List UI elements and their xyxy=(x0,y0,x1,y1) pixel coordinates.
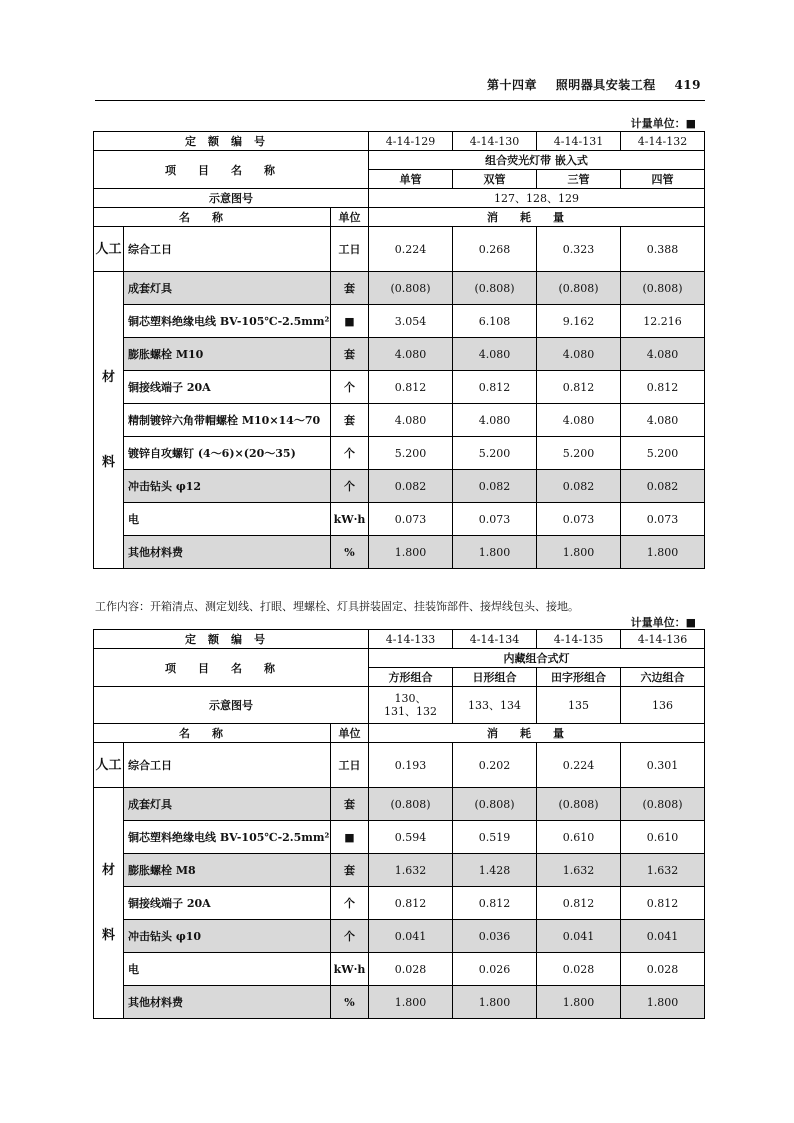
material-unit: % xyxy=(331,986,369,1019)
group-name: 组合荧光灯带 嵌入式 xyxy=(369,151,705,170)
quota-table-2 xyxy=(93,629,705,1019)
material-value: (0.808) xyxy=(453,788,537,821)
labor-unit: 工日 xyxy=(331,227,369,272)
material-value: 0.041 xyxy=(537,920,621,953)
diagram-value: 130、131、132 xyxy=(369,687,453,724)
material-value: 4.080 xyxy=(453,338,537,371)
diagram-values: 127、128、129 xyxy=(369,189,705,208)
material-value: 9.162 xyxy=(537,305,621,338)
material-name: 铜芯塑料绝缘电线 BV-105℃-2.5mm² xyxy=(124,821,331,854)
material-name: 冲击钻头 φ12 xyxy=(124,470,331,503)
type-cell: 六边组合 xyxy=(621,668,705,687)
material-name: 成套灯具 xyxy=(124,272,331,305)
material-value: 5.200 xyxy=(453,437,537,470)
unit-note-1: 计量单位：■ xyxy=(630,117,696,130)
material-value: 0.028 xyxy=(537,953,621,986)
material-value: (0.808) xyxy=(621,272,705,305)
material-unit: 个 xyxy=(331,470,369,503)
material-value: 0.812 xyxy=(369,887,453,920)
material-unit: kW·h xyxy=(331,503,369,536)
page-number: 419 xyxy=(674,78,701,92)
material-value: 1.428 xyxy=(453,854,537,887)
unit-header: 单位 xyxy=(331,208,369,227)
work-content-label: 工作内容： xyxy=(95,600,150,613)
material-unit: 套 xyxy=(331,854,369,887)
labor-category: 人工 xyxy=(94,227,124,272)
work-content xyxy=(95,600,615,613)
material-value: (0.808) xyxy=(453,272,537,305)
material-value: 0.082 xyxy=(453,470,537,503)
material-category: 材 料 xyxy=(94,788,124,1019)
type-cell: 双管 xyxy=(453,170,537,189)
material-unit: kW·h xyxy=(331,953,369,986)
labor-name: 综合工日 xyxy=(124,743,331,788)
material-value: 0.073 xyxy=(369,503,453,536)
material-unit: 套 xyxy=(331,788,369,821)
material-value: 1.632 xyxy=(621,854,705,887)
item-name-label: 项目名称 xyxy=(94,649,369,687)
material-value: 4.080 xyxy=(537,338,621,371)
material-name: 精制镀锌六角带帽螺栓 M10×14～70 xyxy=(124,404,331,437)
group-name: 内藏组合式灯 xyxy=(369,649,705,668)
material-unit: 套 xyxy=(331,338,369,371)
material-value: 1.800 xyxy=(621,536,705,569)
material-value: 0.028 xyxy=(369,953,453,986)
diagram-label: 示意图号 xyxy=(94,189,369,208)
material-value: 1.800 xyxy=(537,536,621,569)
material-value: 0.812 xyxy=(537,887,621,920)
material-value: 0.812 xyxy=(621,371,705,404)
material-value: 0.812 xyxy=(369,371,453,404)
consumption-header: 消耗量 xyxy=(369,724,705,743)
material-name: 铜接线端子 20A xyxy=(124,887,331,920)
material-value: 4.080 xyxy=(621,404,705,437)
type-cell: 四管 xyxy=(621,170,705,189)
material-value: 0.594 xyxy=(369,821,453,854)
diagram-value: 136 xyxy=(621,687,705,724)
code-cell: 4-14-132 xyxy=(621,132,705,151)
code-cell: 4-14-129 xyxy=(369,132,453,151)
labor-name: 综合工日 xyxy=(124,227,331,272)
material-value: 0.812 xyxy=(621,887,705,920)
material-value: 0.036 xyxy=(453,920,537,953)
labor-value: 0.224 xyxy=(537,743,621,788)
material-value: 0.041 xyxy=(369,920,453,953)
material-value: 1.800 xyxy=(369,986,453,1019)
material-unit: 个 xyxy=(331,371,369,404)
labor-value: 0.301 xyxy=(621,743,705,788)
material-name: 其他材料费 xyxy=(124,536,331,569)
material-name: 铜接线端子 20A xyxy=(124,371,331,404)
material-unit: ■ xyxy=(331,821,369,854)
material-value: 1.800 xyxy=(453,986,537,1019)
page-header xyxy=(95,72,705,101)
material-value: (0.808) xyxy=(369,788,453,821)
material-value: 4.080 xyxy=(369,338,453,371)
labor-value: 0.202 xyxy=(453,743,537,788)
material-name: 成套灯具 xyxy=(124,788,331,821)
material-name: 冲击钻头 φ10 xyxy=(124,920,331,953)
material-value: 0.519 xyxy=(453,821,537,854)
material-value: 6.108 xyxy=(453,305,537,338)
material-value: 0.073 xyxy=(453,503,537,536)
labor-unit: 工日 xyxy=(331,743,369,788)
type-cell: 日形组合 xyxy=(453,668,537,687)
code-cell: 4-14-135 xyxy=(537,630,621,649)
material-value: 0.082 xyxy=(369,470,453,503)
material-value: 1.800 xyxy=(537,986,621,1019)
material-value: (0.808) xyxy=(537,272,621,305)
code-cell: 4-14-134 xyxy=(453,630,537,649)
material-value: 0.610 xyxy=(537,821,621,854)
material-name: 膨胀螺栓 M10 xyxy=(124,338,331,371)
unit-header: 单位 xyxy=(331,724,369,743)
work-content-text: 开箱清点、测定划线、打眼、埋螺栓、灯具拼装固定、挂装饰部件、接焊线包头、接地。 xyxy=(150,600,579,613)
material-value: 1.632 xyxy=(369,854,453,887)
labor-value: 0.224 xyxy=(369,227,453,272)
material-value: 0.028 xyxy=(621,953,705,986)
material-value: (0.808) xyxy=(537,788,621,821)
material-value: 4.080 xyxy=(537,404,621,437)
name-header: 名称 xyxy=(94,208,331,227)
type-cell: 方形组合 xyxy=(369,668,453,687)
labor-value: 0.193 xyxy=(369,743,453,788)
quota-no-label: 定额编号 xyxy=(94,630,369,649)
quota-table-1 xyxy=(93,131,705,569)
diagram-value: 135 xyxy=(537,687,621,724)
type-cell: 三管 xyxy=(537,170,621,189)
section-title: 照明器具安装工程 xyxy=(555,78,656,92)
material-value: 3.054 xyxy=(369,305,453,338)
consumption-header: 消耗量 xyxy=(369,208,705,227)
material-value: 0.610 xyxy=(621,821,705,854)
material-category: 材 料 xyxy=(94,272,124,569)
material-name: 电 xyxy=(124,503,331,536)
quota-no-label: 定额编号 xyxy=(94,132,369,151)
material-unit: % xyxy=(331,536,369,569)
material-value: 0.026 xyxy=(453,953,537,986)
material-name: 铜芯塑料绝缘电线 BV-105℃-2.5mm² xyxy=(124,305,331,338)
chapter-label: 第十四章 xyxy=(486,78,537,92)
material-name: 膨胀螺栓 M8 xyxy=(124,854,331,887)
material-value: 0.812 xyxy=(537,371,621,404)
unit-note-2: 计量单位：■ xyxy=(630,616,696,629)
material-name: 电 xyxy=(124,953,331,986)
material-value: 5.200 xyxy=(537,437,621,470)
material-value: 1.800 xyxy=(621,986,705,1019)
material-name: 镀锌自攻螺钉 (4～6)×(20～35) xyxy=(124,437,331,470)
material-unit: 个 xyxy=(331,887,369,920)
code-cell: 4-14-133 xyxy=(369,630,453,649)
material-unit: 套 xyxy=(331,272,369,305)
material-value: 0.812 xyxy=(453,371,537,404)
code-cell: 4-14-136 xyxy=(621,630,705,649)
code-cell: 4-14-130 xyxy=(453,132,537,151)
material-unit: ■ xyxy=(331,305,369,338)
material-value: 12.216 xyxy=(621,305,705,338)
material-unit: 套 xyxy=(331,404,369,437)
material-name: 其他材料费 xyxy=(124,986,331,1019)
labor-category: 人工 xyxy=(94,743,124,788)
material-value: 1.632 xyxy=(537,854,621,887)
code-cell: 4-14-131 xyxy=(537,132,621,151)
item-name-label: 项目名称 xyxy=(94,151,369,189)
name-header: 名称 xyxy=(94,724,331,743)
material-value: 1.800 xyxy=(453,536,537,569)
material-value: 5.200 xyxy=(621,437,705,470)
type-cell: 单管 xyxy=(369,170,453,189)
material-value: 0.073 xyxy=(537,503,621,536)
material-value: 1.800 xyxy=(369,536,453,569)
material-value: 5.200 xyxy=(369,437,453,470)
material-unit: 个 xyxy=(331,920,369,953)
material-unit: 个 xyxy=(331,437,369,470)
material-value: 4.080 xyxy=(453,404,537,437)
material-value: (0.808) xyxy=(369,272,453,305)
material-value: 4.080 xyxy=(621,338,705,371)
material-value: 0.073 xyxy=(621,503,705,536)
material-value: 0.082 xyxy=(621,470,705,503)
labor-value: 0.388 xyxy=(621,227,705,272)
material-value: 0.082 xyxy=(537,470,621,503)
material-value: 0.041 xyxy=(621,920,705,953)
type-cell: 田字形组合 xyxy=(537,668,621,687)
labor-value: 0.268 xyxy=(453,227,537,272)
diagram-label: 示意图号 xyxy=(94,687,369,724)
labor-value: 0.323 xyxy=(537,227,621,272)
material-value: 4.080 xyxy=(369,404,453,437)
material-value: (0.808) xyxy=(621,788,705,821)
diagram-value: 133、134 xyxy=(453,687,537,724)
material-value: 0.812 xyxy=(453,887,537,920)
